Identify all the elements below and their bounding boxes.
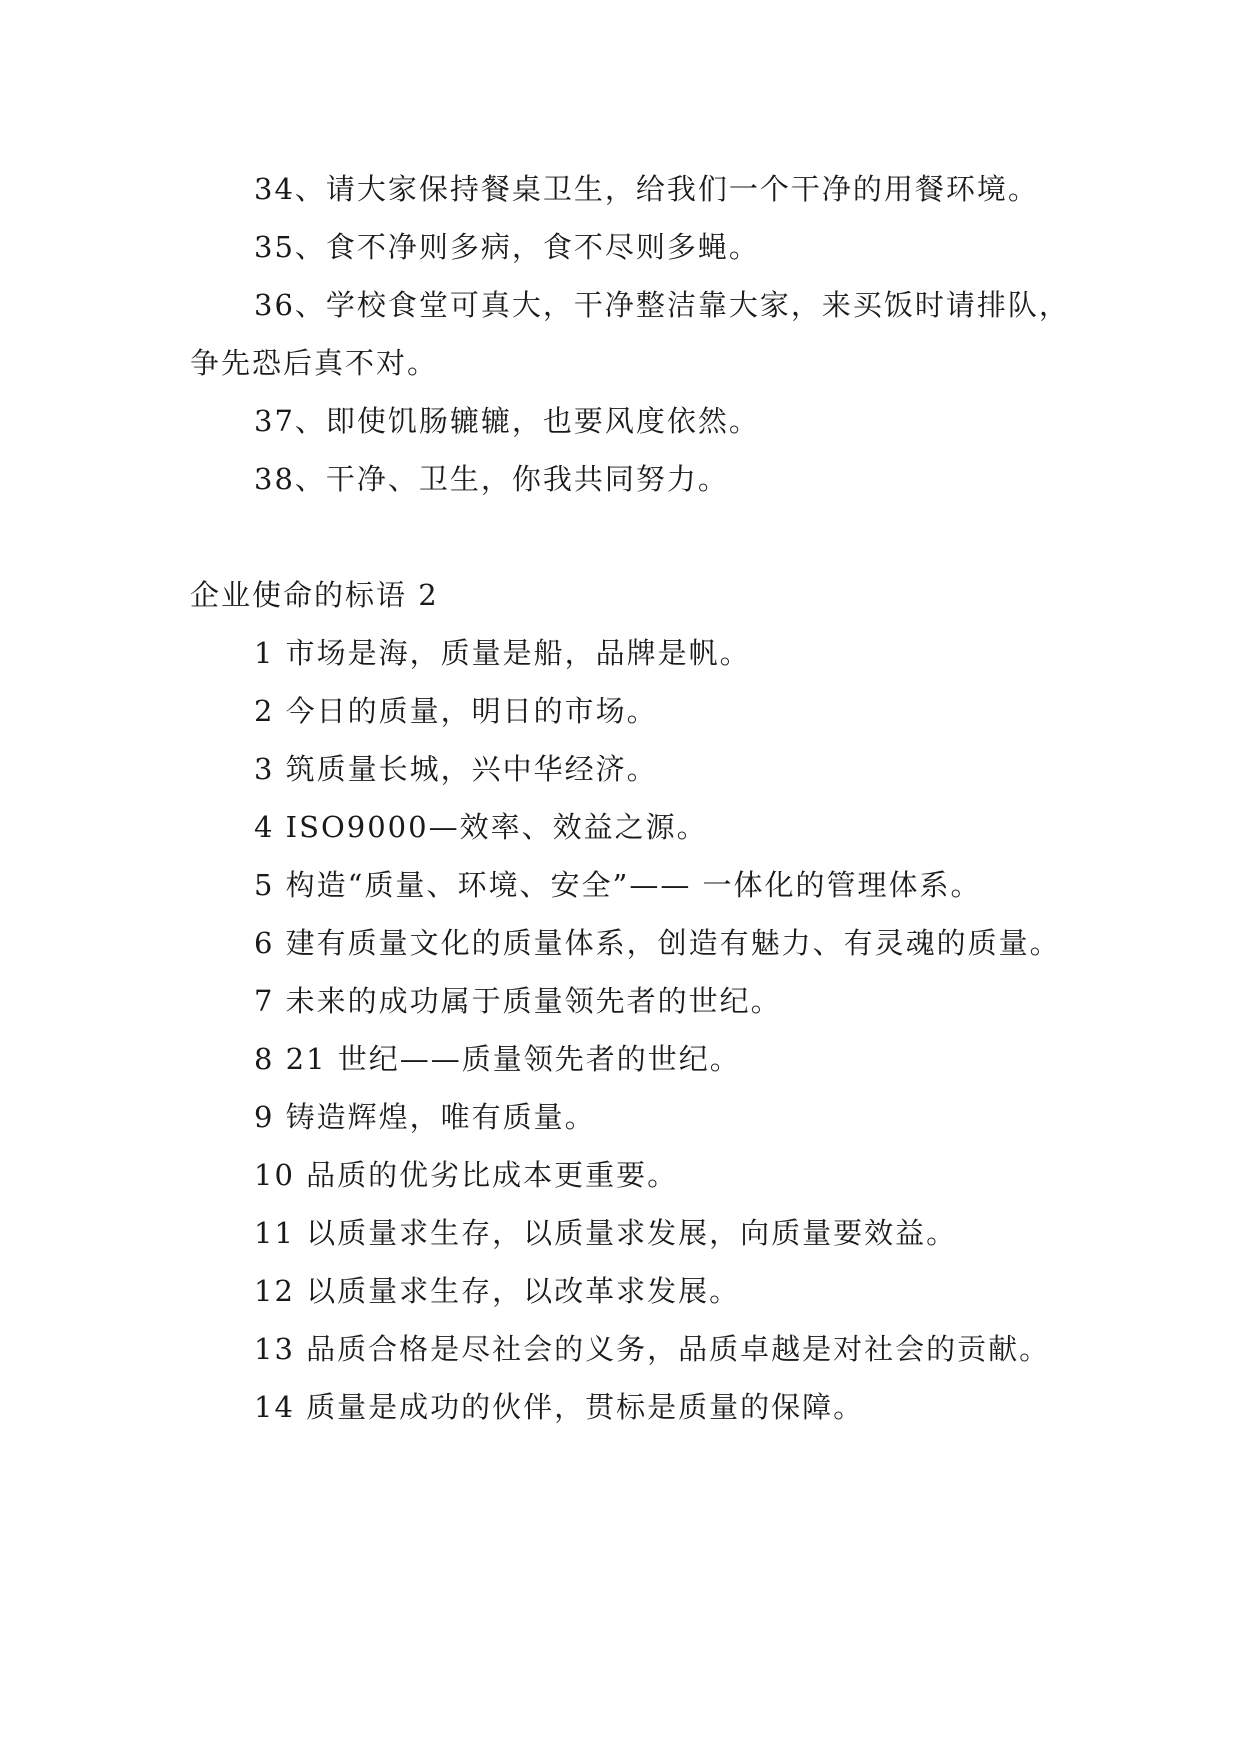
slogan-item-10: 10 品质的优劣比成本更重要。: [254, 1158, 679, 1192]
slogan-item-13: 13 品质合格是尽社会的义务，品质卓越是对社会的贡献。: [254, 1332, 1051, 1366]
slogan-item-5: 5 构造“质量、环境、安全”—— 一体化的管理体系。: [254, 868, 982, 902]
paragraph-item-34: 34、请大家保持餐桌卫生，给我们一个干净的用餐环境。: [254, 172, 1039, 206]
slogan-item-14: 14 质量是成功的伙伴，贯标是质量的保障。: [254, 1390, 865, 1424]
paragraph-item-36: 36、学校食堂可真大，干净整洁靠大家，来买饭时请排队，争先恐后真不对。: [190, 288, 1070, 380]
section-heading: 企业使命的标语 2: [190, 578, 439, 612]
slogan-item-9: 9 铸造辉煌，唯有质量。: [254, 1100, 596, 1134]
document-page: [190, 160, 1070, 1436]
slogan-item-11: 11 以质量求生存，以质量求发展，向质量要效益。: [254, 1216, 958, 1250]
slogan-item-12: 12 以质量求生存，以改革求发展。: [254, 1274, 741, 1308]
section-spacer: [190, 508, 1070, 566]
slogan-item-8: 8 21 世纪——质量领先者的世纪。: [254, 1042, 741, 1076]
slogan-item-3: 3 筑质量长城，兴中华经济。: [254, 752, 658, 786]
paragraph-item-38: 38、干净、卫生，你我共同努力。: [254, 462, 729, 496]
slogan-item-4: 4 ISO9000—效率、效益之源。: [254, 810, 708, 844]
slogan-item-2: 2 今日的质量，明日的市场。: [254, 694, 658, 728]
slogan-item-6: 6 建有质量文化的质量体系，创造有魅力、有灵魂的质量。: [254, 926, 1061, 960]
slogan-item-1: 1 市场是海，质量是船，品牌是帆。: [254, 636, 751, 670]
paragraph-item-37: 37、即使饥肠辘辘，也要风度依然。: [254, 404, 760, 438]
slogan-item-7: 7 未来的成功属于质量领先者的世纪。: [254, 984, 782, 1018]
paragraph-item-35: 35、食不净则多病，食不尽则多蝇。: [254, 230, 760, 264]
